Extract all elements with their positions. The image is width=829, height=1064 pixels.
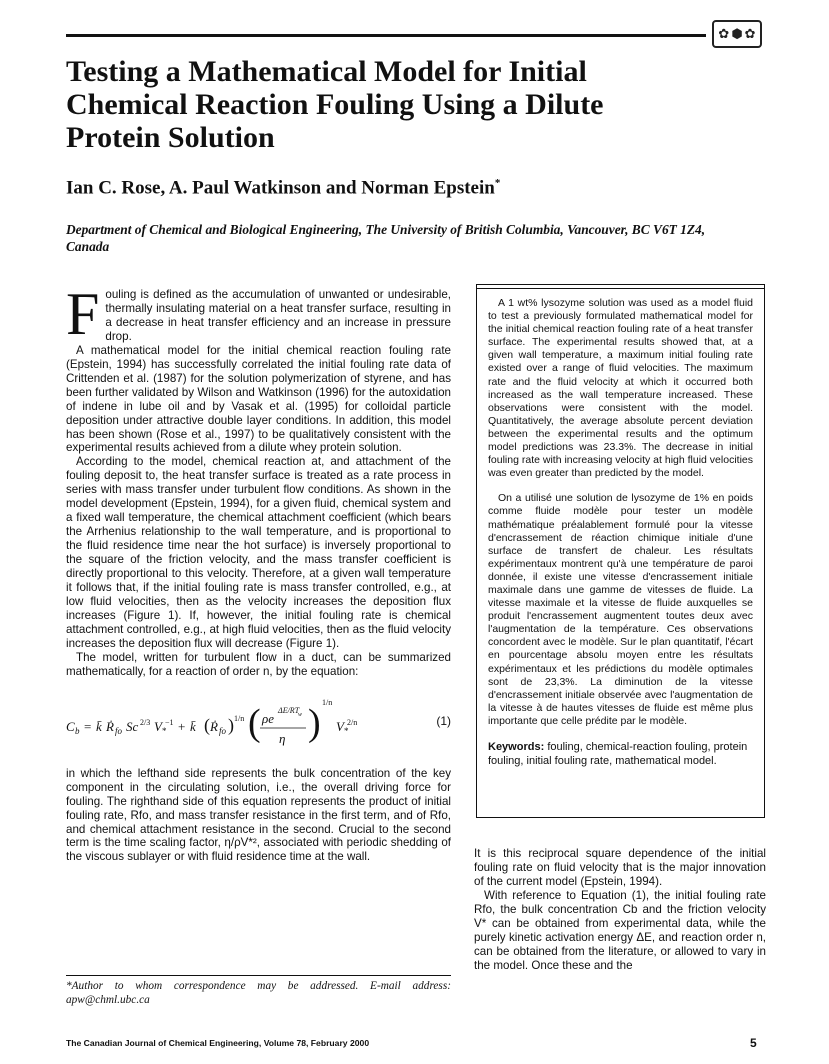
equation-1: [66, 691, 451, 753]
svg-text:Ṙ: Ṙ: [106, 718, 114, 734]
svg-text:V: V: [336, 718, 344, 734]
svg-text:(: (: [204, 714, 210, 735]
correspondence-footnote: *Author to whom correspondence may be addressed. E-mail address: apw@chml.ubc.ca: [66, 975, 451, 1007]
paper-title: Testing a Mathematical Model for Initial Chemical Reaction Fouling Using a Dilute Protein Solution: [66, 55, 604, 154]
paragraph-1: [66, 281, 451, 347]
right-paragraph-1: It is this reciprocal square dependence of the initial fouling rate on fluid velocity that is the major innovation of the current model (Epstein, 1994).: [474, 847, 766, 888]
svg-text:*: *: [344, 725, 349, 736]
svg-text:η: η: [279, 730, 286, 746]
leaf-icon: ✿: [718, 26, 730, 42]
svg-text:Ṙ: Ṙ: [210, 718, 218, 734]
svg-text:−1: −1: [165, 717, 174, 727]
paragraph-5: in which the lefthand side represents the bulk concentration of the key component in the circulating solution, i.e., the overall driving force for fouling. The righthand side of this equation represents the product of initial fouling rate, Rfo, and mass transfer resistance in the first term, and of Rfo, and chemical attachment resistance in the second. Crucial to the second term is the time scaling factor, η/ρV*², associated with periodic shedding of the viscous sublayer or with fluid residence time at the wall.: [66, 766, 451, 864]
svg-text:V: V: [154, 718, 162, 734]
author-names: Ian C. Rose, A. Paul Watkinson and Norman Epstein: [66, 177, 495, 199]
abstract-english: A 1 wt% lysozyme solution was used as a model fluid to test a previously formulated mathematical model for the initial chemical reaction fouling rate of a heat transfer surface. The experimental results showed that, at a given wall temperature, a maximum initial fouling rate existed over a range of fluid velocities. The maximum rate and the fluid velocity at which it occurred both increased as the wall temperature increased. These observations were consistent with the model. Quantitatively, the average absolute percent deviation between the experimental results and the optimum model predictions was 23.3%. The decrease in initial fouling rate with increasing velocity at high fluid velocities was even greater than predicted by the model.: [488, 297, 753, 480]
svg-text:ΔE/RT: ΔE/RT: [278, 705, 300, 715]
svg-text:(: (: [248, 701, 261, 744]
drop-cap: F: [66, 281, 100, 347]
paragraph-3: According to the model, chemical reaction at, and attachment of the fouling deposit to, the heat transfer surface is treated as a rate process in series with mass transfer under turbulent flow conditions. As shown in the model development (Epstein, 1994), for a given fluid, chemical system and a fixed wall temperature, the chemical attachment coefficient (which bears the Arrhenius relationship to the wall temperature, and is proportional to the fluid residence time near the hot surface) is inversely proportional to the square of the friction velocity, and the mass transfer coefficient is directly proportional to this velocity. Therefore, at a given wall temperature it follows that, if the initial fouling rate is mass transfer controlled, e.g., at low fluid velocities, then as the velocity increases the deposition flux increases (Figure 1). If, however, the initial fouling rate is chemical attachment controlled, e.g., at high fluid velocities, then as the fluid velocity increases the deposition flux will decrease (Figure 1).: [66, 455, 451, 650]
svg-text:1/n: 1/n: [322, 697, 333, 707]
journal-logo: [712, 20, 762, 48]
svg-text:b: b: [75, 725, 80, 736]
header-rule: [66, 34, 706, 37]
equation-formula: [66, 691, 366, 753]
paragraph-4: The model, written for turbulent flow in a duct, can be summarized mathematically, for a reaction of order n, by the equation:: [66, 650, 451, 678]
svg-text:1/n: 1/n: [234, 713, 245, 723]
svg-text:fo: fo: [219, 725, 227, 736]
right-paragraph-2: With reference to Equation (1), the initial fouling rate Rfo, the bulk concentration Cb and the friction velocity V* can be obtained from experimental data, while the purely kinetic activation energy ΔE, and reaction order n, can be obtained from the literature, or allowed to vary in the model. Once these and the: [474, 888, 766, 972]
abstract-french: On a utilisé une solution de lysozyme de 1% en poids comme fluide modèle pour tester un modèle mathématique préalablement formulé pour la vitesse d'encrassement de réaction chimique initiale d'une surface de transfert de chaleur. Les résultats expérimentaux montrent qu'à une température de paroi donnée, il existe une vitesse d'encrassement initiale maximale dans une gamme de vitesses de fluide. La vitesse maximale et la vitesse de fluide auxquelles se produit l'encrassement augmentent toutes deux avec l'augmentation de la température. Ces observations concordent avec le modèle. Sur le plan quantitatif, l'écart en pourcentage absolu moyen entre les résultats expérimentaux et les prédictions du modèle optimales sont de 23,3%. La diminution de la vitesse d'encrassement initiale observée avec l'augmentation de la vitesse à de hautes vitesses de fluide est même plus importante que celle prédite par le modèle.: [488, 492, 753, 727]
keywords-text: fouling, chemical-reaction fouling, protein fouling, initial fouling rate, mathematical model.: [488, 741, 748, 767]
svg-text:k̄: k̄: [96, 718, 102, 734]
left-column: [66, 281, 451, 864]
svg-text:ρe: ρe: [262, 710, 275, 726]
hexagon-icon: ⬢: [731, 26, 743, 42]
svg-text:fo: fo: [115, 725, 123, 736]
svg-text:Sc: Sc: [126, 718, 139, 734]
svg-text:+: +: [178, 718, 186, 734]
corresponding-author-mark: *: [494, 177, 501, 189]
journal-citation: The Canadian Journal of Chemical Engineering, Volume 78, February 2000: [66, 1038, 370, 1048]
svg-text:*: *: [162, 725, 167, 736]
keywords-label: Keywords:: [488, 741, 545, 753]
equation-number: (1): [436, 713, 451, 728]
svg-text:2/n: 2/n: [347, 717, 358, 727]
svg-text:2/3: 2/3: [140, 717, 151, 727]
svg-text:C: C: [66, 718, 75, 734]
svg-text:w: w: [298, 711, 303, 718]
leaf-icon: ✿: [744, 26, 756, 42]
svg-text:=: =: [84, 718, 92, 734]
keywords: [488, 740, 753, 768]
paragraph-1-text: ouling is defined as the accumulation of unwanted or undesirable, thermally insulating material on a heat transfer surface, resulting in a decrease in heat transfer efficiency and an increase in pressure drop.: [105, 288, 451, 343]
affiliation: Department of Chemical and Biological Engineering, The University of British Columbia, Vancouver, BC V6T 1Z4, Canada: [66, 222, 706, 254]
svg-text:): ): [228, 714, 234, 735]
page-number: 5: [750, 1036, 757, 1050]
right-column: [474, 847, 766, 973]
svg-text:): ): [308, 701, 321, 744]
author-list: [66, 177, 500, 199]
abstract-box: [476, 284, 765, 818]
paragraph-2: A mathematical model for the initial chemical reaction fouling rate (Epstein, 1994) has successfully correlated the initial fouling rate data of Crittenden et al. (1987) for the solution polymerization of styrene, and has been further validated by Wilson and Watkinson (1996) for the autoxidation of indene in lube oil and by Vasak et al. (1995) for colloidal particle deposition under attractive double layer conditions. In addition, this model has been shown (Rose et al., 1997) to be qualitatively consistent with the experimental results achieved from a dilute whey protein solution.: [66, 343, 451, 455]
svg-text:k̄: k̄: [190, 718, 196, 734]
